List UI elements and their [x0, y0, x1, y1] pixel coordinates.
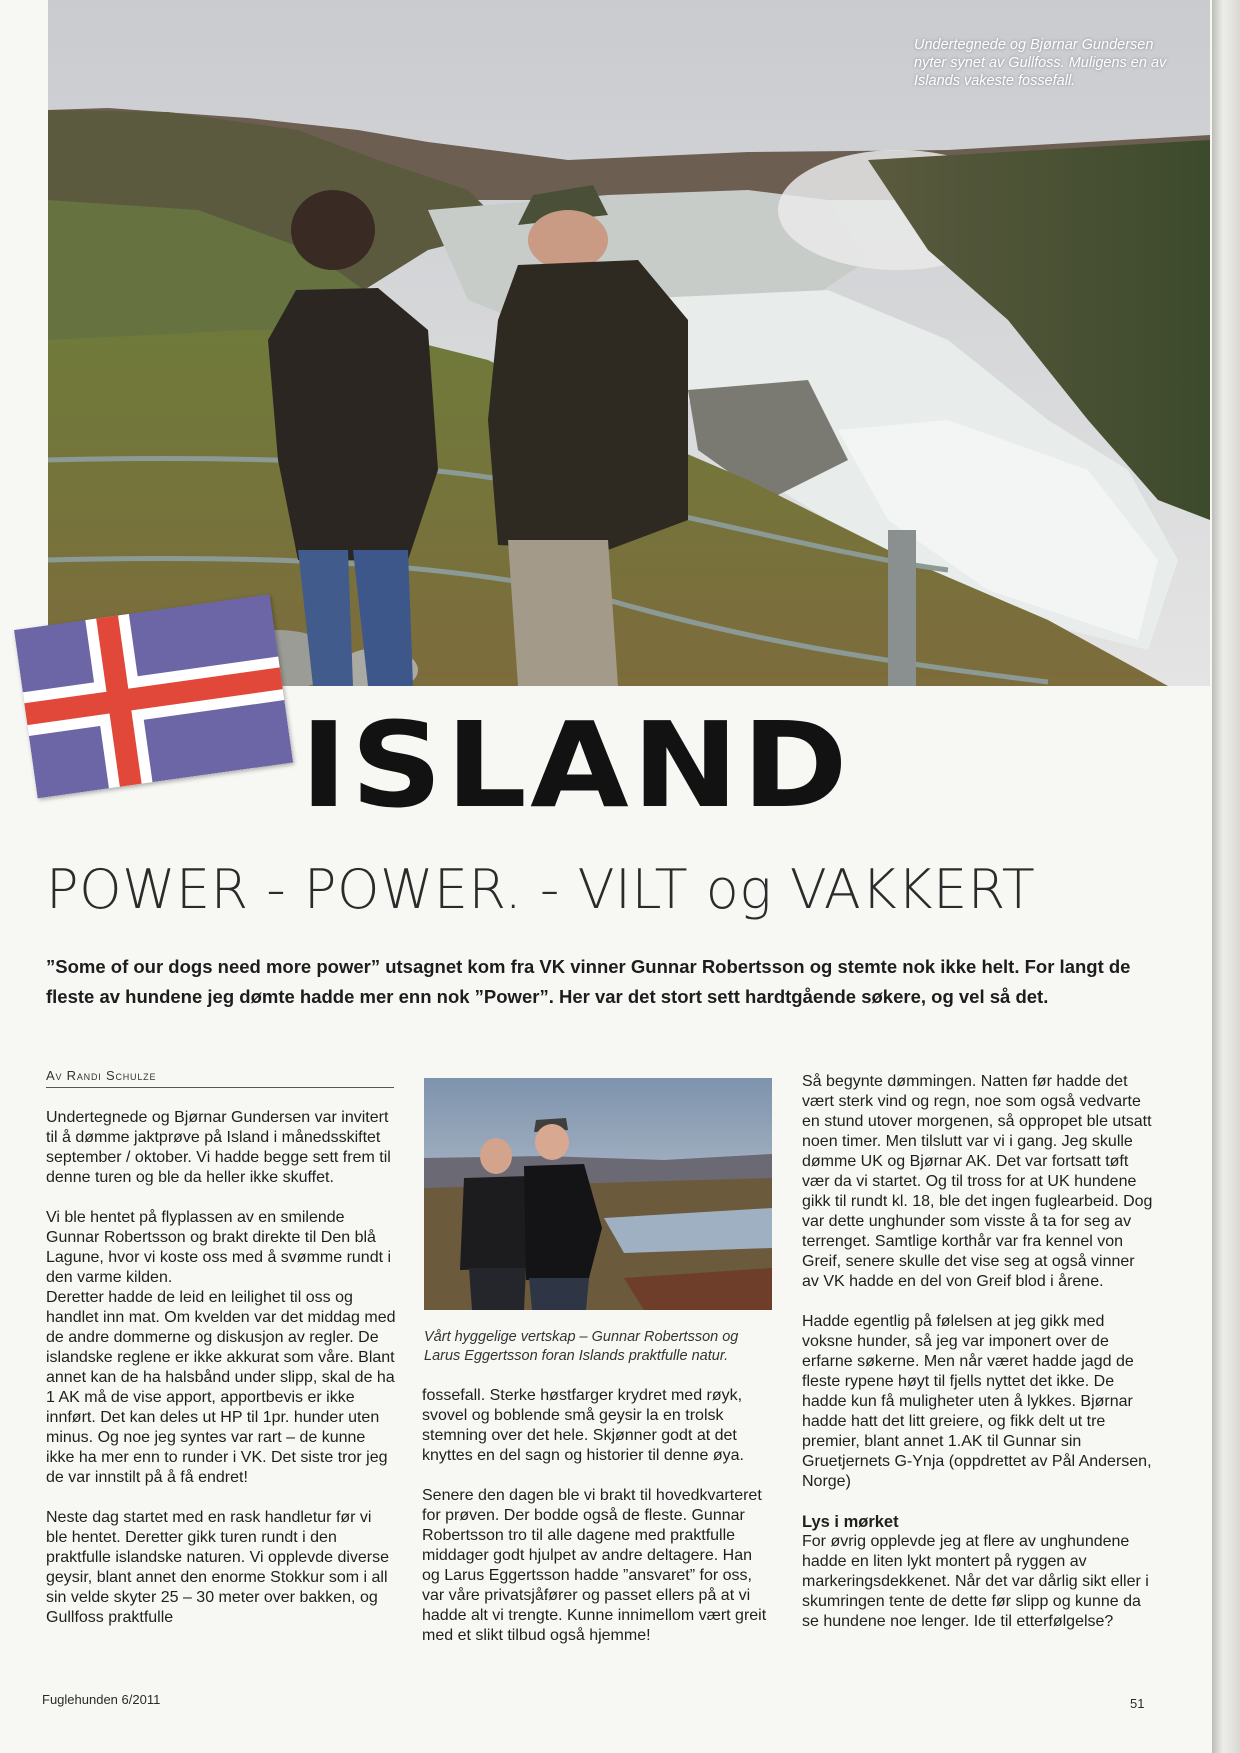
hosts-photo [424, 1078, 772, 1310]
paragraph: Deretter hadde de leid en leilighet til oss og handlet inn mat. Om kvelden var det middag med de andre dommerne og diskusjon av regler. De islandske reglene er ikke akkurat som våre. Blant annet kan de ha halsbånd under slipp, skal de ha 1 AK må de vise apport, apportbevis er ikke innført. Det kan deles ut HP til 1pr. hunder uten minus. Og noe jeg syntes var rart – de kunne ikke ha mer enn to runder i VK. Det siste tror jeg de var innstilt på å få endret! [46, 1289, 396, 1486]
page-edge [1212, 0, 1240, 1753]
column-1 [46, 1108, 396, 1648]
article-lead: ”Some of our dogs need more power” utsagnet kom fra VK vinner Gunnar Robertsson og stemte nok ikke helt. For langt de fleste av hundene jeg dømte hadde mer enn nok ”Power”. Her var det stort sett hardtgående søkere, og vel så det. [46, 956, 1131, 1007]
column-3 [802, 1072, 1154, 1652]
paragraph: Senere den dagen ble vi brakt til hovedkvarteret for prøven. Der bodde også de fleste. Gunnar Robertsson tro til alle dagene med praktfulle middager godt hjulpet av andre deltagere. Han og Larus Eggertsson hadde ”ansvaret” for oss, var våre privatsjåfører og passet ellers på at vi hadde alt vi trengte. Kunne innimellom vært greit med et slikt tilbud også hjemme! [422, 1487, 767, 1644]
section-heading: Lys i mørket [802, 1513, 899, 1531]
paragraph: Så begynte dømmingen. Natten før hadde det vært sterk vind og regn, noe som også vedvarte en stund utover morgenen, så oppropet ble utsatt noen timer. Men tilslutt var vi i gang. Jeg skulle dømme UK og Bjørnar AK. Det var fortsatt tøft vær da vi startet. Og til tross for at UK hundene gikk til rundt kl. 18, ble det ingen fuglearbeid. Dog var dette unghunder som visste å ta for seg av terrenget. Samtlige korthår var fra kennel von Greif, senere skulle det vise seg at også vinner av VK hadde en del von Greif blod i årene. [802, 1073, 1153, 1290]
article-subtitle: POWER - POWER. - VILT og VAKKERT [46, 858, 1036, 921]
iceland-flag [14, 594, 293, 798]
paragraph: Undertegnede og Bjørnar Gundersen var invitert til å dømme jaktprøve på Island i månedsskiftet september / oktober. Vi hadde begge sett frem til denne turen og ble da heller ikke skuffet. [46, 1109, 391, 1186]
byline: Av Randi Schulze [46, 1068, 394, 1088]
page-number: 51 [1130, 1696, 1145, 1711]
gullfoss-photo [48, 0, 1210, 686]
article-title: ISLAND [300, 696, 851, 834]
paragraph: For øvrig opplevde jeg at flere av unghundene hadde en liten lykt montert på ryggen av markeringsdekkenet. Når det var dårlig sikt eller i skumringen tente de dette før slipp og kunne da se hundene noe lenger. Ide til etterfølgelse? [802, 1533, 1149, 1630]
column-2 [422, 1386, 772, 1666]
paragraph: Neste dag startet med en rask handletur før vi ble hentet. Deretter gikk turen rundt i den praktfulle islandske naturen. Vi opplevde diverse geysir, blant annet den enorme Stokkur som i all sin velde skyter 25 – 30 meter over bakken, og Gullfoss praktfulle [46, 1509, 390, 1626]
paragraph: Vi ble hentet på flyplassen av en smilende Gunnar Robertsson og brakt direkte til Den blå Lagune, hvor vi koste oss med å svømme rundt i den varme kilden. [46, 1209, 392, 1286]
paragraph: fossefall. Sterke høstfarger krydret med røyk, svovel og boblende små geysir la en trolsk stemning over det hele. Skjønner godt at det knyttes en del sagn og historier til denne øya. [422, 1387, 744, 1464]
hero-caption: Undertegnede og Bjørnar Gundersen nyter synet av Gullfoss. Muligens en av Islands vakeste fossefall. [914, 37, 1167, 89]
hosts-photo-caption: Vårt hyggelige vertskap – Gunnar Robertsson og Larus Eggertsson foran Islands praktfulle natur. [424, 1329, 739, 1364]
magazine-issue: Fuglehunden 6/2011 [42, 1692, 161, 1707]
paragraph: Hadde egentlig på følelsen at jeg gikk med voksne hunder, så jeg var imponert over de erfarne søkerne. Men når været hadde jagd de fleste rypene høyt til fjells nyttet det ikke. De hadde kun få muligheter uten å lykkes. Bjørnar hadde hatt det litt greiere, og fikk delt ut tre premier, blant annet 1.AK til Gunnar sin Gruetjernets G-Ynja (oppdrettet av Pål Andersen, Norge) [802, 1313, 1152, 1490]
